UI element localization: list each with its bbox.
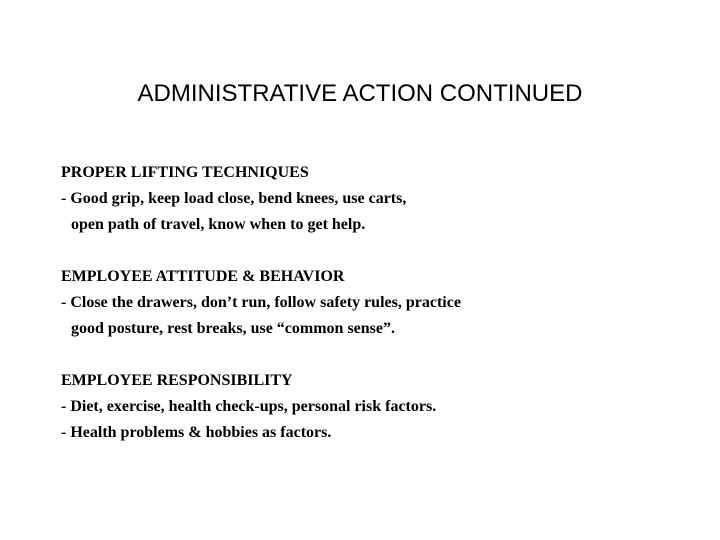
section-heading: EMPLOYEE RESPONSIBILITY <box>61 372 293 389</box>
spacer <box>61 342 701 368</box>
bullet-line: - Close the drawers, don’t run, follow safety rules, practice <box>61 294 461 311</box>
bullet-line: - Health problems & hobbies as factors. <box>61 424 332 441</box>
section-responsibility <box>61 368 701 446</box>
section-attitude <box>61 264 701 342</box>
section-lifting <box>61 160 701 238</box>
spacer <box>61 238 701 264</box>
bullet-line: - Good grip, keep load close, bend knees, use carts, <box>61 190 407 207</box>
slide-body <box>61 160 701 446</box>
section-heading: EMPLOYEE ATTITUDE & BEHAVIOR <box>61 268 345 285</box>
bullet-line: - Diet, exercise, health check-ups, personal risk factors. <box>61 398 437 415</box>
bullet-continuation: open path of travel, know when to get help. <box>71 216 366 233</box>
slide-title: ADMINISTRATIVE ACTION CONTINUED <box>137 80 583 107</box>
section-heading: PROPER LIFTING TECHNIQUES <box>61 164 309 181</box>
bullet-continuation: good posture, rest breaks, use “common sense”. <box>71 320 396 337</box>
